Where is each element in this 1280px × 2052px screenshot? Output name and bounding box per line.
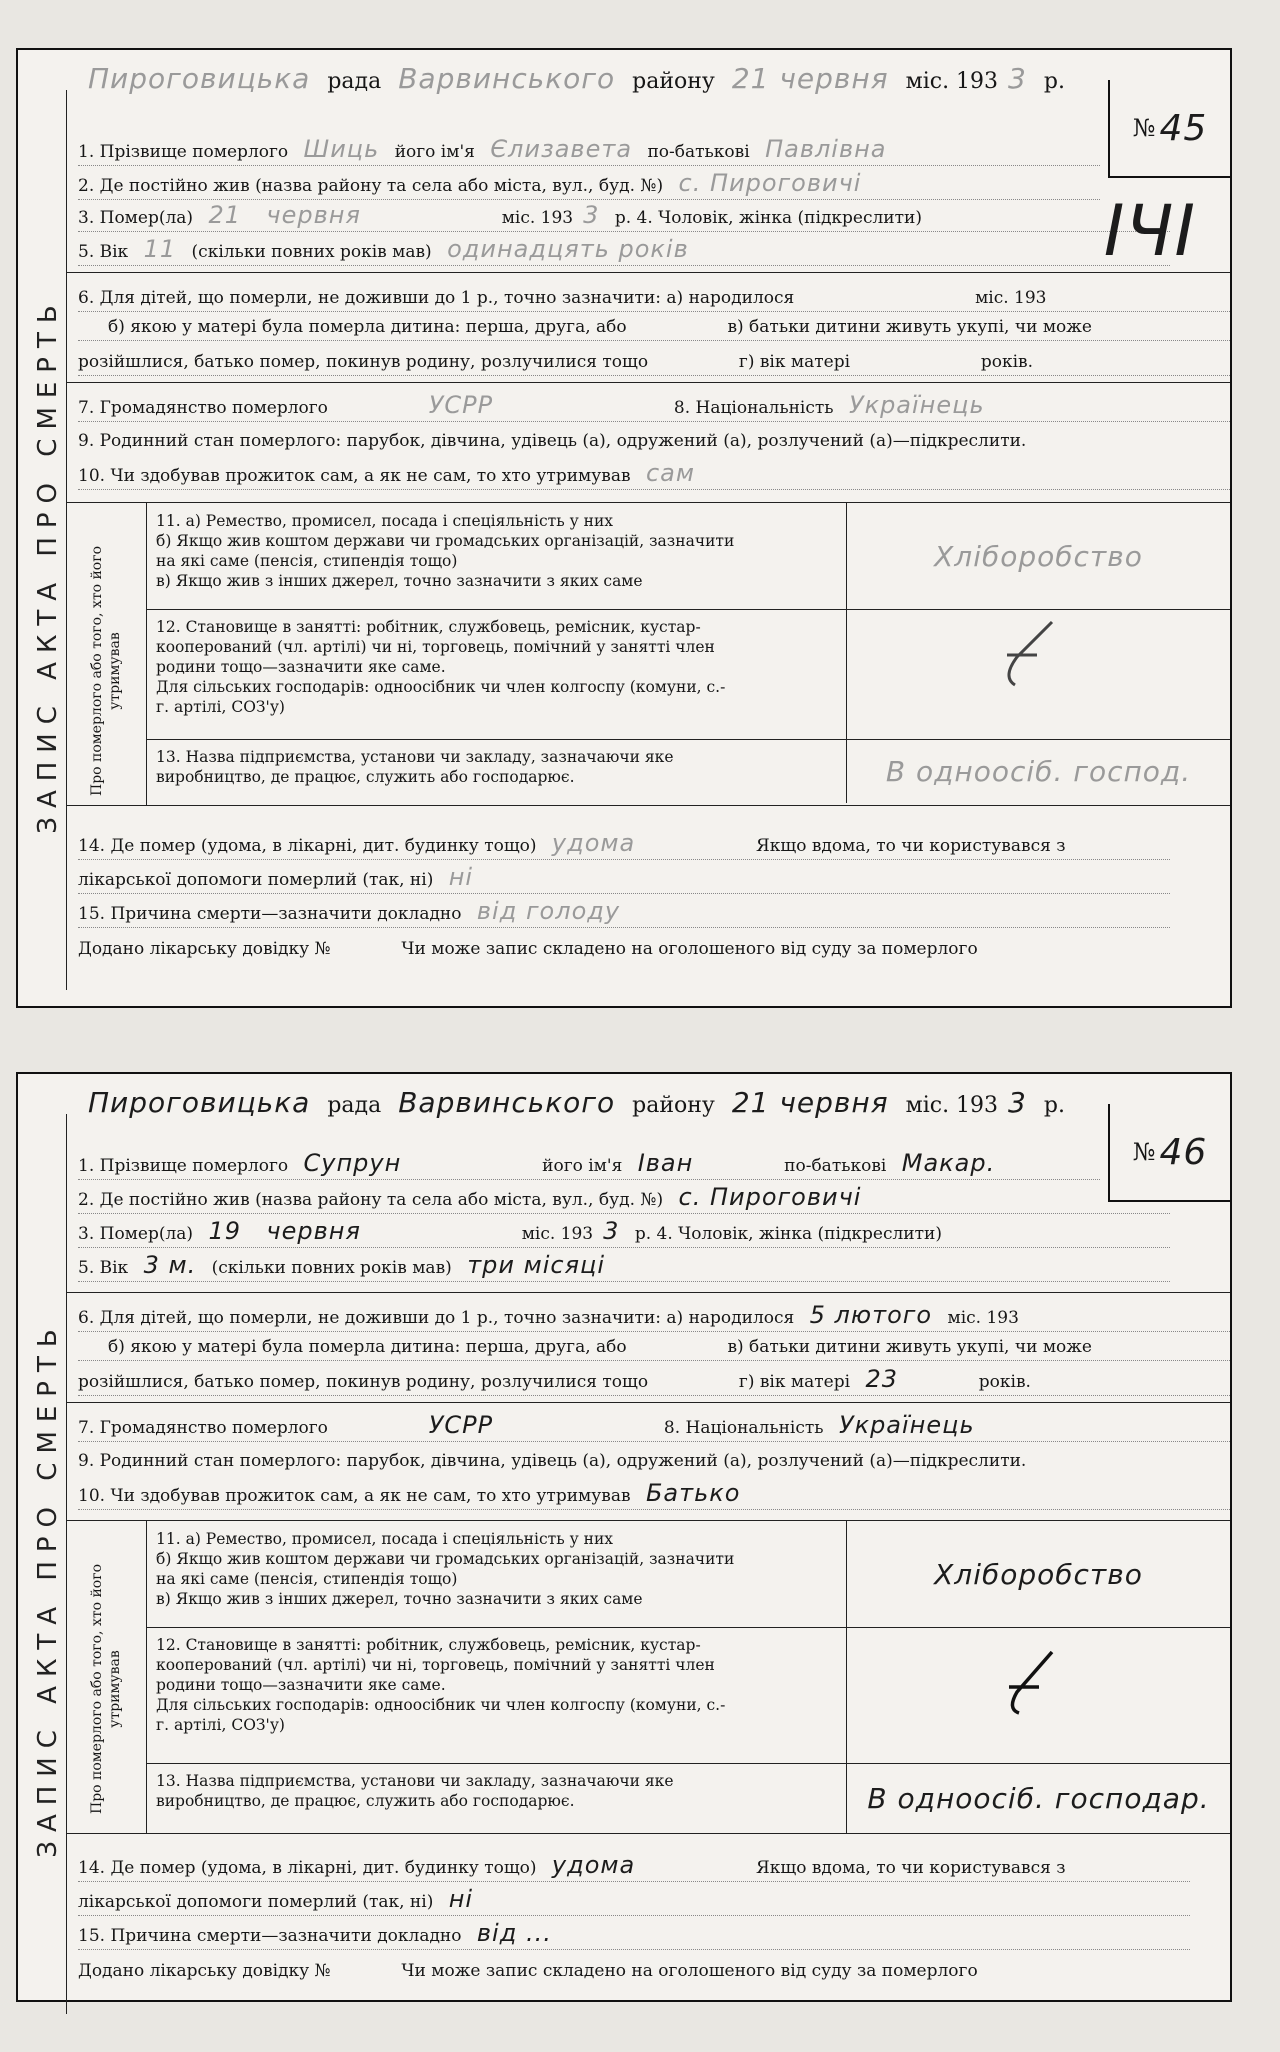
label-f8: 8. Національність <box>673 398 834 418</box>
label-f7: 7. Громадянство померлого <box>78 398 328 418</box>
year-value: 3 <box>1008 62 1027 95</box>
row-10 <box>78 1480 1230 1510</box>
died-month-value: червня <box>266 1217 361 1245</box>
form-header <box>78 62 1108 95</box>
age-words-value: три місяці <box>467 1251 606 1279</box>
label-f6c: розійшлися, батько помер, покинув родину, розлучилися тощо <box>78 1372 649 1392</box>
citizenship-value: УСРР <box>428 391 494 419</box>
nationality-value: Українець <box>838 1411 975 1439</box>
label-f6b2: в) батьки дитини живуть укупі, чи може <box>727 317 1092 337</box>
died-day-value: 21 <box>208 201 242 229</box>
support-value: сам <box>645 459 695 487</box>
occupation-value: Хліборобство <box>934 1557 1143 1591</box>
separator <box>66 1292 1230 1293</box>
row-6b <box>78 314 1230 341</box>
age-words-value: одинадцять років <box>447 235 689 263</box>
row-3 <box>78 202 1170 232</box>
label-f15: 15. Причина смерти—зазначити докладно <box>78 1926 462 1946</box>
label-f12: 12. Становище в занятті: робітник, службовець, ремісник, кустар-кооперований (чл. артілі) чи ні, торговець, помічний у занятті член родини тощо—зазначити яке саме. Для сільських господарів: одноосібник чи член колгоспу (комуни, с.-г. артілі, СОЗ'у) <box>156 618 726 716</box>
occupation-table <box>66 1520 1230 1834</box>
nationality-value: Українець <box>848 391 985 419</box>
cell-11 <box>146 1521 1230 1628</box>
label-f11: 11. а) Ремество, промисел, посада і спеціяльність у них б) Якщо жив коштом держави чи громадських організацій, зазначити на які саме (пенсія, стипендія тощо) в) Якщо жив з інших джерел, точно зазначити з яких саме <box>156 1530 735 1608</box>
label-f14b: Якщо вдома, то чи користувався з <box>756 1858 1066 1878</box>
r-label: р. <box>1043 69 1065 94</box>
row-14 <box>78 1852 1190 1882</box>
row-15 <box>78 1920 1190 1950</box>
rada-label: рада <box>327 1093 382 1118</box>
row-9 <box>78 428 1230 454</box>
death-record-form-45 <box>16 48 1232 1008</box>
left-margin <box>18 90 67 990</box>
age-value: 3 м. <box>143 1251 197 1279</box>
form-header <box>78 1086 1108 1119</box>
row-7 <box>78 392 1230 422</box>
where-died-value: удома <box>551 829 636 857</box>
separator <box>66 1402 1230 1403</box>
label-f6c2: г) вік матері <box>738 1372 851 1392</box>
occupation-vertical-label <box>66 503 147 805</box>
died-year-value: 3 <box>603 1217 620 1245</box>
row-5 <box>78 1252 1170 1282</box>
row-10 <box>78 460 1230 490</box>
year-value: 3 <box>1008 1086 1027 1119</box>
label-f1: 1. Прізвище померлого <box>78 1156 289 1176</box>
label-f6a-mis: міс. 193 <box>947 1308 1019 1328</box>
row-1 <box>78 136 1100 166</box>
mis-label: міс. 193 <box>905 1093 999 1118</box>
name-value: Єлизавета <box>490 135 633 163</box>
separator <box>66 272 1230 273</box>
citizenship-value: УСРР <box>428 1411 494 1439</box>
label-f5-note: (скільки повних років мав) <box>191 242 432 262</box>
cell-12 <box>146 609 1230 740</box>
rada-value: Пироговицька <box>88 62 311 95</box>
row-15 <box>78 898 1170 928</box>
ans-11 <box>846 503 1230 609</box>
record-number-box <box>1108 80 1230 178</box>
row-16 <box>78 1958 1190 1984</box>
row-6a <box>78 282 1230 312</box>
label-f6c3: років. <box>980 352 1033 372</box>
label-f3-r: р. 4. Чоловік, жінка (підкреслити) <box>634 1224 942 1244</box>
label-f2: 2. Де постійно жив (назва району та села або міста, вул., буд. №) <box>78 176 664 196</box>
r-label: р. <box>1043 1093 1065 1118</box>
record-number: 46 <box>1159 1131 1208 1173</box>
row-5 <box>78 236 1170 266</box>
label-f1-name: його ім'я <box>394 142 475 162</box>
occupation-value: Хліборобство <box>934 539 1143 573</box>
label-f6c3: років. <box>978 1372 1031 1392</box>
label-f16b: Чи може запис складено на оголошеного від суду за померлого <box>401 1961 978 1981</box>
label-f6b2: в) батьки дитини живуть укупі, чи може <box>727 1337 1092 1357</box>
mis-label: міс. 193 <box>905 69 999 94</box>
rayon-value: Варвинського <box>398 62 616 95</box>
label-f6c2: г) вік матері <box>738 352 851 372</box>
name-value: Іван <box>637 1149 694 1177</box>
cell-12 <box>146 1627 1230 1764</box>
rayon-value: Варвинського <box>398 1086 616 1119</box>
record-number: 45 <box>1159 107 1208 149</box>
label-f13: 13. Назва підприємства, установи чи закладу, зазначаючи яке виробництво, де працює, служить або господарює. <box>156 748 674 786</box>
separator <box>66 382 1230 383</box>
ans-12 <box>846 1627 1230 1763</box>
row-14c <box>78 1886 1190 1916</box>
number-label: № <box>1132 114 1156 142</box>
died-day-value: 19 <box>208 1217 242 1245</box>
row-9 <box>78 1448 1230 1474</box>
age-value: 11 <box>143 235 177 263</box>
residence-value: с. Пироговичі <box>678 169 862 197</box>
label-f14b: Якщо вдома, то чи користувався з <box>756 836 1066 856</box>
row-1 <box>78 1150 1100 1180</box>
sub-vertical-text: Про померлого або того, хто його утримував <box>89 1563 123 1815</box>
enterprise-value: В одноосіб. господар. <box>867 1781 1210 1815</box>
vertical-title: ЗАПИС АКТА ПРО СМЕРТЬ <box>33 296 63 834</box>
label-f14c: лікарської допомоги померлий (так, ні) <box>78 870 434 890</box>
ans-12 <box>846 609 1230 739</box>
occupation-table <box>66 502 1230 806</box>
row-2 <box>78 170 1100 200</box>
label-f10: 10. Чи здобував прожиток сам, а як не сам, то хто утримував <box>78 1486 631 1506</box>
row-2 <box>78 1184 1170 1214</box>
label-f12: 12. Становище в занятті: робітник, службовець, ремісник, кустар-кооперований (чл. артілі) чи ні, торговець, помічний у занятті член родини тощо—зазначити яке саме. Для сільських господарів: одноосібник чи член колгоспу (комуни, с.-г. артілі, СОЗ'у) <box>156 1636 726 1734</box>
row-6a <box>78 1302 1230 1332</box>
occupation-vertical-label <box>66 1521 147 1833</box>
ans-13 <box>846 1763 1230 1833</box>
label-f3: 3. Помер(ла) <box>78 208 194 228</box>
residence-value: с. Пироговичі <box>678 1183 862 1211</box>
medical-help-value: ні <box>448 1885 474 1913</box>
patronymic-value: Павлівна <box>765 135 887 163</box>
death-record-form-46 <box>16 1072 1232 2002</box>
cell-13 <box>146 739 1230 803</box>
patronymic-value: Макар. <box>901 1149 996 1177</box>
medical-help-value: ні <box>448 863 474 891</box>
label-f16b: Чи може запис складено на оголошеного від суду за померлого <box>401 939 978 959</box>
ans-11 <box>846 1521 1230 1627</box>
label-f6c: розійшлися, батько помер, покинув родину, розлучилися тощо <box>78 352 649 372</box>
row-3 <box>78 1218 1170 1248</box>
row-14c <box>78 864 1170 894</box>
surname-value: Супрун <box>303 1149 402 1177</box>
label-f6b: б) якою у матері була померла дитина: перша, друга, або <box>108 1337 627 1357</box>
label-f5: 5. Вік <box>78 1258 129 1278</box>
label-f14: 14. Де помер (удома, в лікарні, дит. будинку тощо) <box>78 1858 537 1878</box>
label-f7: 7. Громадянство померлого <box>78 1418 328 1438</box>
label-f6b: б) якою у матері була померла дитина: перша, друга, або <box>108 317 627 337</box>
died-month-value: червня <box>266 201 361 229</box>
mother-age-value: 23 <box>865 1365 898 1393</box>
label-f16: Додано лікарську довідку № <box>78 1961 331 1981</box>
label-f1: 1. Прізвище померлого <box>78 142 289 162</box>
label-f6a: 6. Для дітей, що померли, не доживши до 1 р., точно зазначити: а) народилося <box>78 288 795 308</box>
sub-vertical-text: Про померлого або того, хто його утримував <box>89 545 123 797</box>
row-16 <box>78 936 1170 962</box>
label-f13: 13. Назва підприємства, установи чи закладу, зазначаючи яке виробництво, де працює, служить або господарює. <box>156 1772 674 1810</box>
dash-mark-icon <box>997 617 1067 687</box>
died-year-value: 3 <box>583 201 600 229</box>
cell-13 <box>146 1763 1230 1833</box>
label-f1-name: його ім'я <box>542 1156 623 1176</box>
label-f3: 3. Помер(ла) <box>78 1224 194 1244</box>
label-f16: Додано лікарську довідку № <box>78 939 331 959</box>
where-died-value: удома <box>551 1851 636 1879</box>
label-f6a-mis: міс. 193 <box>975 288 1047 308</box>
label-f2: 2. Де постійно жив (назва району та села або міста, вул., буд. №) <box>78 1190 664 1210</box>
label-f9: 9. Родинний стан померлого: парубок, дівчина, удівець (а), одружений (а), розлучений (а)—підкреслити. <box>78 1451 1027 1471</box>
label-f5: 5. Вік <box>78 242 129 262</box>
label-f1-pat: по-батькові <box>784 1156 887 1176</box>
label-f9: 9. Родинний стан померлого: парубок, дівчина, удівець (а), одружений (а), розлучений (а)—підкреслити. <box>78 431 1027 451</box>
label-f8: 8. Національність <box>663 1418 824 1438</box>
row-6c <box>78 346 1230 376</box>
cause-value: від ... <box>476 1919 552 1947</box>
cell-11 <box>146 503 1230 610</box>
left-margin <box>18 1114 67 2014</box>
born-value: 5 лютого <box>809 1301 933 1329</box>
row-14 <box>78 830 1170 860</box>
label-f14: 14. Де помер (удома, в лікарні, дит. будинку тощо) <box>78 836 537 856</box>
date-value: 21 червня <box>731 62 889 95</box>
row-6c <box>78 1366 1230 1396</box>
row-7 <box>78 1412 1230 1442</box>
rayon-label: району <box>632 69 715 94</box>
row-6b <box>78 1334 1230 1361</box>
rada-value: Пироговицька <box>88 1086 311 1119</box>
label-f5-note: (скільки повних років мав) <box>211 1258 452 1278</box>
number-label: № <box>1132 1138 1156 1166</box>
label-f3-mis: міс. 193 <box>501 208 574 228</box>
label-f14c: лікарської допомоги померлий (так, ні) <box>78 1892 434 1912</box>
date-value: 21 червня <box>731 1086 889 1119</box>
label-f10: 10. Чи здобував прожиток сам, а як не сам, то хто утримував <box>78 466 631 486</box>
side-mark: ІЧІ <box>1103 190 1196 272</box>
vertical-title: ЗАПИС АКТА ПРО СМЕРТЬ <box>33 1320 63 1858</box>
dash-mark-icon <box>997 1647 1067 1717</box>
ans-13 <box>846 739 1230 803</box>
label-f15: 15. Причина смерти—зазначити докладно <box>78 904 462 924</box>
cause-value: від голоду <box>476 897 621 925</box>
label-f3-r: р. 4. Чоловік, жінка (підкреслити) <box>614 208 922 228</box>
label-f3-mis: міс. 193 <box>521 1224 594 1244</box>
surname-value: Шиць <box>303 135 380 163</box>
enterprise-value: В одноосіб. господ. <box>885 754 1192 788</box>
label-f6a: 6. Для дітей, що померли, не доживши до 1 р., точно зазначити: а) народилося <box>78 1308 795 1328</box>
rayon-label: району <box>632 1093 715 1118</box>
rada-label: рада <box>327 69 382 94</box>
label-f11: 11. а) Ремество, промисел, посада і спеціяльність у них б) Якщо жив коштом держави чи громадських організацій, зазначити на які саме (пенсія, стипендія тощо) в) Якщо жив з інших джерел, точно зазначити з яких саме <box>156 512 735 590</box>
support-value: Батько <box>645 1479 741 1507</box>
label-f1-pat: по-батькові <box>647 142 750 162</box>
